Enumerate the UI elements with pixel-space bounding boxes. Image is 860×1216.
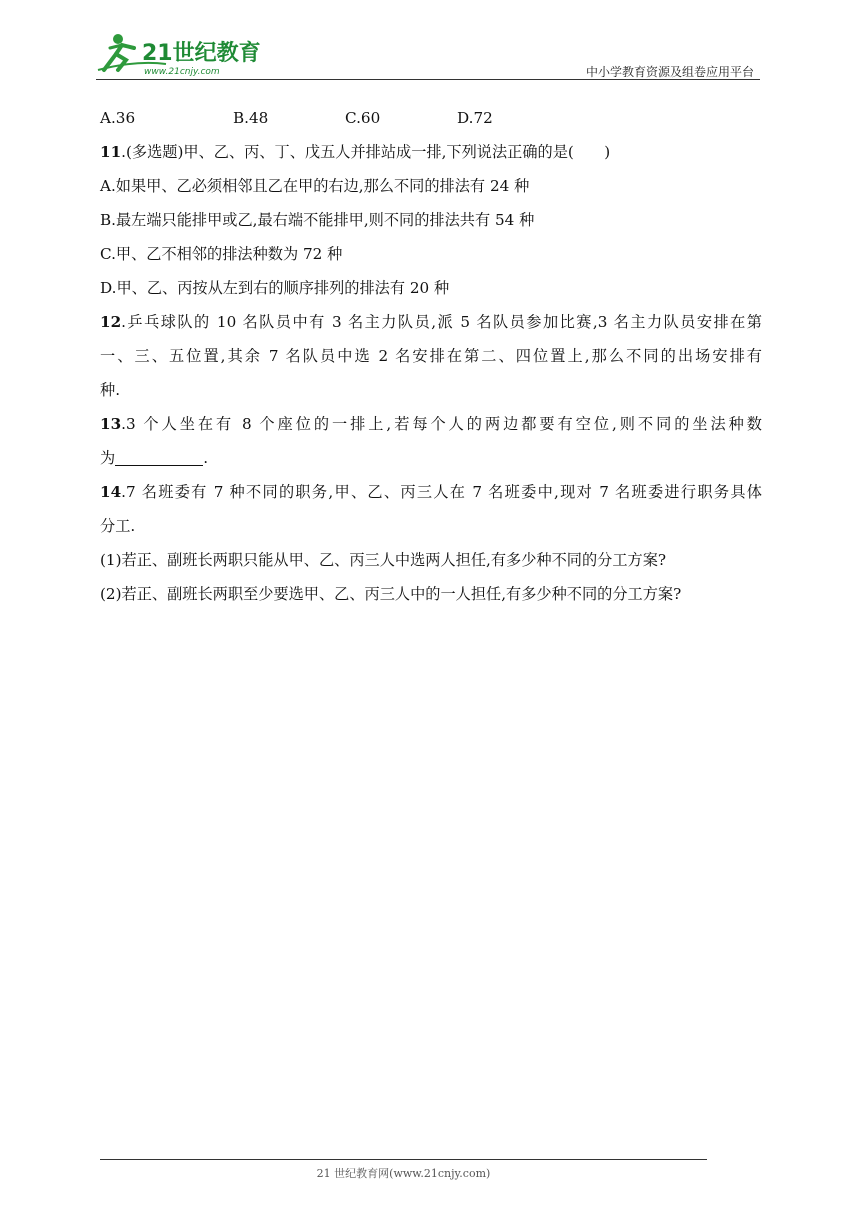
logo-url-text: www.21cnjy.com [144,67,220,76]
q14-number: 14 [100,483,122,501]
q11-number: 11 [100,143,122,161]
footer-rule [100,1159,707,1160]
question-content [100,101,762,611]
q10-option-c: C.60 [345,109,381,127]
q10-option-d: D.72 [457,109,493,127]
logo-text: 21世纪教育 [142,41,261,66]
q12-line-3: 种. [100,381,121,399]
q11-option-b: B.最左端只能排甲或乙,最右端不能排甲,则不同的排法共有 54 种 [100,211,535,229]
q14-line-1 [100,475,762,509]
q13-line-2 [100,441,762,475]
q13-answer-blank[interactable] [115,447,203,466]
q12-line-2: 一、三、五位置,其余 7 名队员中选 2 名安排在第二、四位置上,那么不同的出场安排有 [100,347,762,365]
q14-line-2: 分工. [100,517,136,535]
q12-number: 12 [100,313,122,331]
page-header [96,30,760,80]
q14-sub-2: (2)若正、副班长两职至少要选甲、乙、丙三人中的一人担任,有多少种不同的分工方案? [100,585,682,603]
q11-option-d: D.甲、乙、丙按从左到右的顺序排列的排法有 20 种 [100,279,450,297]
q14-sub-1: (1)若正、副班长两职只能从甲、乙、丙三人中选两人担任,有多少种不同的分工方案? [100,551,667,569]
q12-line-1-text: .乒乓球队的 10 名队员中有 3 名主力队员,派 5 名队员参加比赛,3 名主力队员安排在第 [121,313,762,331]
q11-stem-text: .(多选题)甲、乙、丙、丁、戊五人并排站成一排,下列说法正确的是( ) [121,143,611,161]
q13-number: 13 [100,415,122,433]
q11-option-a: A.如果甲、乙必须相邻且乙在甲的右边,那么不同的排法有 24 种 [100,177,530,195]
q11-stem [100,135,762,169]
platform-name: 中小学教育资源及组卷应用平台 [585,65,754,79]
q13-line-1-text: .3 个人坐在有 8 个座位的一排上,若每个人的两边都要有空位,则不同的坐法种数 [121,415,762,433]
site-logo [96,30,276,76]
q10-option-b: B.48 [233,109,269,127]
page-footer: 21 世纪教育网(www.21cnjy.com) [316,1167,491,1180]
q14-line-1-text: .7 名班委有 7 种不同的职务,甲、乙、丙三人在 7 名班委中,现对 7 名班委进行职务具体 [121,483,762,501]
q10-options [100,101,762,135]
q10-option-a: A.36 [100,109,136,127]
q13-line-2-prefix: 为 [100,449,116,467]
q13-line-1 [100,407,762,441]
header-rule [96,79,760,80]
q11-option-c: C.甲、乙不相邻的排法种数为 72 种 [100,245,343,263]
q12-line-1 [100,305,762,339]
q13-line-2-suffix: . [203,449,209,467]
